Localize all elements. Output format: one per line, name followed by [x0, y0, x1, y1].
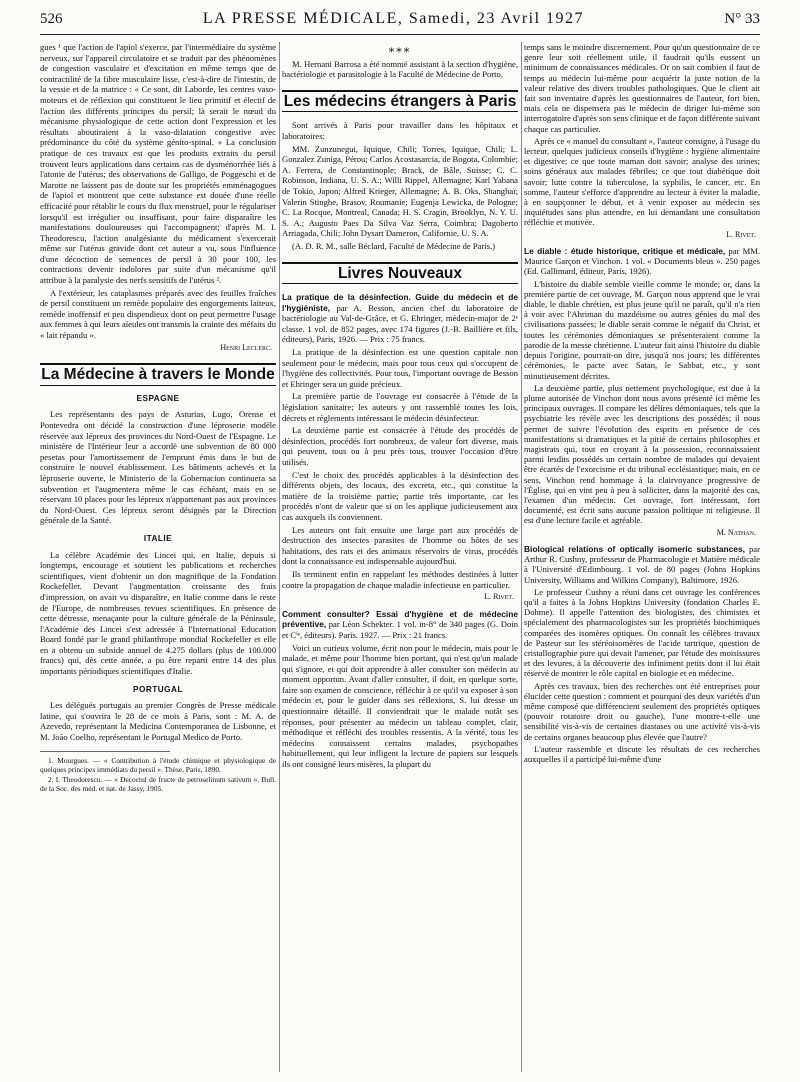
column-1: [40, 42, 280, 1072]
footnote-rule: [40, 751, 170, 752]
author-signature: Henri Leclerc.: [220, 342, 272, 352]
book-entry-diable: [524, 246, 760, 277]
article-paragraph: A l'extérieur, les cataplasmes préparés avec des feuilles fraîches de persil constituent un remède populaire des engorgements laiteux, remède inoffensif et peu dispendieux dont on peut permettre l'usage aux femmes à qui leurs aïeules ont transmis la crainte des méfaits du « lait répandu ».: [40, 287, 276, 341]
review-paragraph: Ils terminent enfin en rappelant les méthodes destinées à lutter contre la propagation de chaque maladie infectieuse en particulier.: [282, 568, 518, 590]
review-paragraph: La première partie de l'ouvrage est consacrée à l'étude de la législation sanitaire; les auteurs y ont rassemblé toutes les lois, décrets et règlements intéressant le médecin désinfecteur.: [282, 391, 518, 423]
book-meta: par Arthur R. Cushny, professeur de Pharmacologie et Matière médicale à l'Université d'Edimbourg. 1 vol. de 80 pages (Johns Hopkins University, Williams and Wilkins Company), Baltimore, 1926.: [524, 543, 760, 585]
news-paragraph: La célèbre Académie des Lincei qui, en Italie, depuis si longtemps, encourage et soutient les publications et recherches scientifiques, vient d'obtenir un don magnifique de la Fondation Rockefeller. Devant l'augmentation croissante des frais d'impression, on avait vu disparaître, en Italie comme dans le reste de l'Europe, de nombreuses revues scientifiques. En présence de cette détresse, menaçante pour la culture générale de la Péninsule, l'Académie des Lincei s'est adressée à l'International Education Board fondé par le grand philanthrope mondial Rockefeller et elle en a obtenu un subside annuel de 4.275 dollars (plus de 100.000 francs) qui, dès cette année, a pu être reparti entre 14 des plus importants périodiques scientifiques d'Italie.: [40, 549, 276, 677]
review-paragraph: L'auteur rassemble et discute les résultats de ces recherches auxquelles il a participé lui-même d'une: [524, 743, 760, 765]
footnote: 2. I. Theodorescu. — « Decoctul de fructe de petroselinum sativum ». Bull. de la Soc. des méd. et nat. de Jassy, 1905.: [40, 775, 276, 794]
review-paragraph: La deuxième partie, plus nettement psychologique, est due à la plume autorisée de Vinchon dont nous avons présenté ici même les principaux ouvrages. Il compare les délires démoniaques, tels que la psychiatrie les révèle avec les descriptions des possédés; il nous permet de suivre l'évolution des esprits en présence de ces manifestations si dramatiques et la pitié de certains philosophes et magistrats qui, tout en croyant à la possession, reconnaissaient parmi lesdits possédés un certain nombre de malades qui devaient être écartés de l'exorcisme et du tribunal ecclésiastique; mais, en ce sens, Vinchon rend hommage à la clairvoyance progressive de l'Église, qui en vint peu à peu à solliciter, dans la majorité des cas, l'examen d'un médecin. Cet ouvrage, fort intéressant, fort documenté, est écrit sans aucune passion politique ni religieuse. Il est d'une lecture facile et agréable.: [524, 382, 760, 526]
article-paragraph: gues ¹ que l'action de l'apiol s'exerce, par l'intermédiaire du système nerveux, sur l'appareil circulatoire et se traduit par des phénomènes de congestion vasculaire et d'excitation en même temps que de contractilité de la fibre musculaire lisse, c'est-à-dire de l'intestin, de la vessie et de la matrice : « Ce sont, dit Laborde, les centres vaso-moteurs et de réflexion qui constituent le lieu primitif et électif de l'action des différents principes du persil; là serait le nœud du mécanisme physiologique de cette action dont l'expression et les résultats aboutiraient à la vaso-dilatation congestive avec prédominance du côté du système génito-spinal. » La conclusion pratique de ces travaux est que les produits extraits du persil trouvent leurs applications dans certains cas de dysménorrhée liés à l'atonie de l'utérus; des observations de Galligo, de Poggeschi et de Marotte ne laissent pas de doute sur les propriétés emménagogues de l'apiol et montrent que cette substance est douée d'une réelle efficacité pour rétablir le cours du flux menstruel, pour le régulariser lorsqu'il est irrégulier ou insuffisant, pour faire disparaître les manifestations douloureuses qui l'accompagnent; d'après M. I. Theodorescu, l'action analgésiante du médicament s'exercerait même sur l'utérus gravide dont cet auteur a vu, sous l'influence d'une décoction de semences de persil à 30 pour 100, les contractions devenir indolores par suite d'un mécanisme qu'il attribue à la paralysie des nerfs sensitifs de l'utérus ².: [40, 42, 276, 286]
book-entry-consulter: [282, 609, 518, 641]
review-paragraph: Les auteurs ont fait ensuite une large part aux procédés de destruction des insectes parasites de l'homme ou hôtes de ses habitations, des rats et des animaux réservoirs de virus, procédés dont la connaissance est indispensable aujourd'hui.: [282, 524, 518, 567]
foreign-intro: Sont arrivés à Paris pour travailler dans les hôpitaux et laboratoires:: [282, 120, 518, 141]
review-paragraph: Voici un curieux volume, écrit non pour le médecin, mais pour le malade, et même pour l'homme bien portant, qui n'est qu'un malade qui s'ignore, et qui doit apprendre à aller consulter son médecin au moment opportun. Avant d'aller consulter, il doit, en quelque sorte, faire son examen de conscience, réfléchir à ce qu'il va exposer à son médecin et, pour le guider dans ses réflexions, S. lui dresse un questionnaire détaillé. Il conviendrait que le malade notât ses réponses, pour présenter au médecin un tableau complet, clair, méthodique et réfléchi des troubles ressentis. A la vérité, tous les médecins connaissent certains malades, psychopathes habituellement, qui leur infligent la lecture de papiers sur lesquels ils ont consigné leurs misères, la plupart du: [282, 642, 518, 770]
review-paragraph: L'histoire du diable semble vieille comme le monde; or, dans la première partie de cet ouvrage, M. Garçon nous apprend que le vrai diable, le diable chrétien, est plus jeune qu'il ne paraît, qu'il n'a rien à voir avec l'Ahriman du mazdéisme ou autres génies du mal des civilisations passées; le diable serait comme le négatif du Christ, et toutes les cérémonies démoniaques se présenteraient comme la parodie de la messe chrétienne. L'auteur fait ainsi l'histoire du diable depuis l'origine, pourrait-on dire, jusqu'à nos jours; les différentes cérémonies, le pacte avec Satan, le Sabbat, etc., y sont minutieusement décrites.: [524, 278, 760, 381]
page-number: 526: [40, 11, 63, 27]
column-2: [282, 42, 522, 1072]
book-title: La pratique de la désinfection. Guide du médecin et de l'hygiéniste,: [282, 292, 518, 313]
columns: [40, 42, 760, 1072]
book-meta: par MM. Maurice Garçon et Vinchon. 1 vol. « Documents bleus ». 250 pages (Ed. Gallimard, éditeur, Paris, 1926).: [524, 245, 760, 277]
review-paragraph: La deuxième partie est consacrée à l'étude des procédés de désinfection, procédés fort nombreux, de valeur fort diverse, mais qui peuvent, tous ou à peu près tous, trouver l'occasion d'être utilisés.: [282, 425, 518, 467]
footnotes: [40, 756, 276, 794]
section-heading-new-books: Livres Nouveaux: [282, 262, 518, 285]
column-3: [524, 42, 760, 1072]
author-signature: L. Rivet.: [484, 592, 514, 602]
foreign-footer: (A. D. R. M., salle Béclard, Faculté de Médecine de Paris.): [292, 240, 496, 251]
author-signature: L. Rivet.: [726, 229, 756, 239]
review-paragraph: C'est le choix des procédés applicables à la désinfection des différents objets, des locaux, des excreta, etc., qui constitue la matière de la troisième partie; partie très importante, car les procédés n'ont de valeur que si on les applique judicieusement aux cas auxquels ils conviennent.: [282, 469, 518, 522]
review-paragraph: Après ce « manuel du consultant », l'auteur consigne, à l'usage du lecteur, quelques judicieux conseils d'hygiène : hygiène alimentaire et digestive; ce que toute maman doit savoir; analyse des urines; soins généraux aux malades fébriles; ce que tout diabétique doit savoir; lutte contre la tuberculose, la syphilis, le cancer, etc. En somme, l'auteur s'efforce d'apprendre au lecteur à éviter la maladie, à en soupçonner le début, et à venir exposer au médecin ses inquiétudes sans plus attendre, en lui demandant une consultation réfléchie et motivée.: [524, 135, 760, 228]
news-paragraph: Les délégués portugais au premier Congrès de Presse médicale latine, qui s'ouvrira le 28 de ce mois à Paris, sont : M. A. de Azevedo, représentant la Medicina Contemporanea de Lisbonne, et M. João Coelho, représentant le Portugal Medico de Porto.: [40, 700, 276, 743]
book-entry-isomeric: [524, 544, 760, 585]
journal-title: LA PRESSE MÉDICALE, Samedi, 23 Avril 1927: [202, 10, 585, 27]
review-paragraph: temps sans le moindre discernement. Pour qu'un questionnaire de ce genre leur soit réellement utile, il faudrait qu'ils eussent un minimum de connaissances médicales. Or on sait combien il faut de temps au médecin lui-même pour acquérir la juste notion de la valeur relative des divers troubles pathologiques. Que le client ait fait son inventaire d'après les questionnaires de l'auteur, fort bien, mais cela ne dispensera pas le médecin de diriger lui-même son interrogatoire d'après son sens clinique et de façon différente suivant chaque cas particulier.: [524, 42, 760, 134]
news-paragraph: M. Hernani Barrosa a été nommé assistant à la section d'hygiène, bactériologie et parasitologie à la Faculté de Médecine de Porto.: [282, 58, 518, 80]
review-paragraph: Le professeur Cushny a réuni dans cet ouvrage les conférences qu'il a faites à la Johns Hopkins University (fondation Charles E. Dohme). Il appelle l'attention des biologistes, des chimistes et spécialement des pharmacologistes sur les propriétés biochimiques comparées des isomères optiques. On connaît les célèbres travaux de Pasteur sur les stéréoisomères de l'acide tartrique, question de cristallographie pure qui devait l'amener, par l'étude des moisissures et des levures, à la découverte des infiniment petits dont il lui était réservé de montrer le rôle capital en biologie et en médecine.: [524, 586, 760, 679]
book-title: Comment consulter? Essai d'hygiène et de médecine préventive,: [282, 608, 518, 630]
separator-stars: ⁎⁎⁎: [388, 43, 412, 55]
page-header: [40, 10, 760, 35]
country-heading-italie: ITALIE: [143, 533, 173, 543]
section-heading-world: La Médecine à travers le Monde: [40, 363, 276, 386]
book-title: Biological relations of optically isomeric substances,: [524, 543, 745, 554]
review-paragraph: La pratique de la désinfection est une question capitale non seulement pour le médecin, mais pour tous ceux qui s'occupent de l'hygiène des collectivités. Pour tous, l'important ouvrage de Besson et Ehringer sera un guide précieux.: [282, 347, 518, 389]
book-meta: par Léon Schekter. 1 vol. in-8° de 340 pages (G. Doin et Cⁱᵉ, éditeurs). Paris. 1927. — Prix : 21 francs.: [282, 619, 518, 640]
book-entry-disinfection: [282, 292, 518, 345]
country-heading-espagne: ESPAGNE: [136, 393, 180, 403]
news-paragraph: Les représentants des pays de Asturias, Lugo, Orense et Pontevedra ont décidé la construction d'une léproserie modèle réservée aux lépreux des provinces du Nord-Ouest de l'Espagne. Le ministère de l'Intérieur leur a accordé une subvention de 80 000 pesetas pour l'amortissement de l'emprunt émis dans le but de construire le nouvel établissement. Les bâtiments achevés et la léproserie ouverte, le Ministerio de la Gobernacion continuera sa subvention et l'augmentera même le cas échéant, mais en se réservant 10 places pour les lépreux n'appartenant pas aux provinces du Nord-Ouest. Ces lépreux seront désignés par la Direction générale de la Santé.: [40, 409, 276, 526]
review-paragraph: Après ces travaux, bien des recherches ont été entreprises pour élucider cette question : comment et pourquoi des deux variétés d'un même composé que différencient seulement des propriétés optiques (pouvoir rotatoire droit ou gauche), l'une montre-t-elle une sensibilité vis-à-vis de certaines diastases ou une activité vis-à-vis de certains organes beaucoup plus élevée que l'autre?: [524, 680, 760, 742]
foreign-doctors-list: MM. Zunzunegui, Iquique, Chili; Torres, Iquique, Chili; L. Gonzalez Zuniga, Pérou; Carlos Acostasarcia, de Bogota, Colombie; A. Ferrera, de Constantinople; Brack, de Bâle, Suisse; C. C. Robinson, Indiana, U. S. A.; Willi Rippel, Allemagne; Karl Yabana de Tokio, Japon; Alfred Krieger, Allemagne; A. B. Oks, Shanghaï; Valerin Stinghe, Brasov, Roumanie; Eugenja Lewicka, de Pologne; C. La Rocque, Montreal, Canada; H. S. Cragin, Brooklyn, N. Y. U. S. A.; Augusto Paes Da Silva Vaz Serra, Coimbra; Dagoberto Arriagada, Chili; John Dysart Dameron, Californie, U. S. A.: [282, 143, 518, 239]
section-heading-foreign-doctors: Les médecins étrangers à Paris: [282, 90, 518, 113]
book-meta: par A. Besson, ancien chef du laboratoire de bactériologie au Val-de-Grâce, et G. Ehringer, médecin-major de 2ᵉ classe. 1 vol. de 852 pages, avec 174 figures (J.-B. Baillière et fils, éditeurs), Paris, 1926. — Prix : 75 francs.: [282, 302, 518, 345]
book-title: Le diable : étude historique, critique et médicale,: [524, 245, 726, 256]
issue-number: N° 33: [724, 11, 760, 27]
footnote: 1. Mourgues. — « Contribution à l'étude chimique et physiologique de quelques principes immédiats du persil ». Thèse, Paris, 1890.: [40, 755, 276, 774]
country-heading-portugal: PORTUGAL: [133, 684, 183, 694]
author-signature: M. Nathan.: [716, 527, 756, 537]
